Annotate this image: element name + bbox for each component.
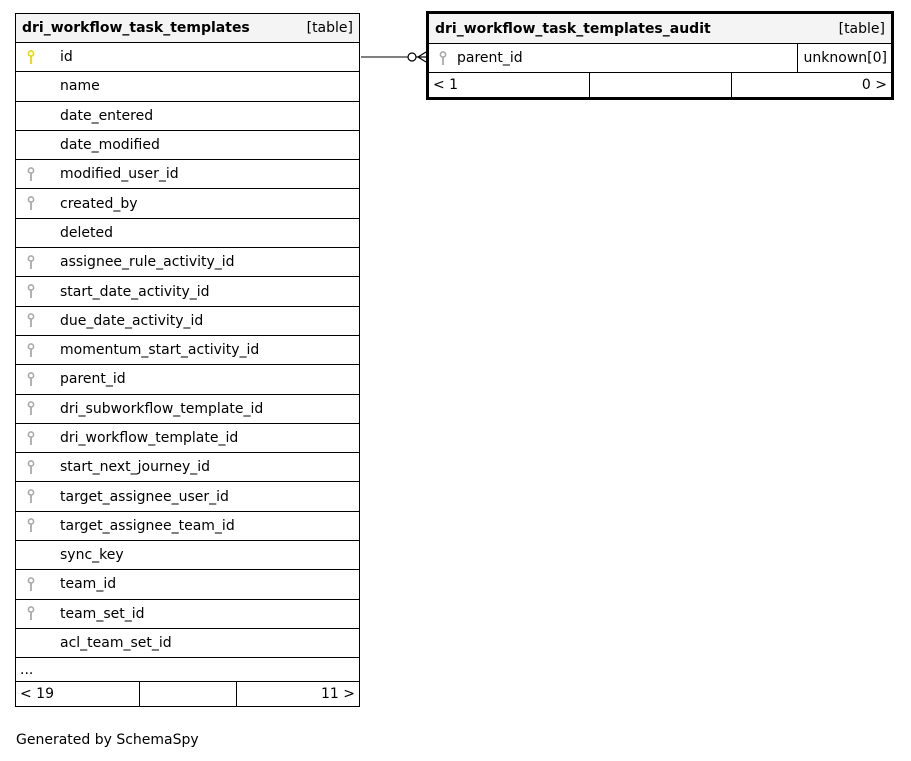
column-name: date_entered — [60, 107, 154, 124]
generated-by-label: Generated by SchemaSpy — [16, 732, 199, 748]
column-name: modified_user_id — [60, 166, 179, 183]
column-name: assignee_rule_activity_id — [60, 254, 235, 271]
column-name: parent_id — [457, 50, 523, 66]
column-name: momentum_start_activity_id — [60, 342, 260, 359]
table-title[interactable]: dri_workflow_task_templates — [22, 20, 250, 36]
column-name: team_id — [60, 576, 117, 593]
column-type: unknown[0] — [797, 44, 891, 72]
column-name: start_next_journey_id — [60, 459, 211, 476]
parents-count[interactable]: < 1 — [429, 73, 590, 97]
column-name: date_modified — [60, 137, 160, 154]
parents-count[interactable]: < 19 — [16, 682, 140, 706]
children-count[interactable]: 0 > — [861, 77, 887, 93]
column-name: id — [60, 49, 73, 66]
children-count[interactable]: 11 > — [321, 686, 355, 703]
table-kind: [table] — [838, 20, 885, 37]
column-name: dri_workflow_template_id — [60, 430, 239, 446]
column-name: due_date_activity_id — [60, 312, 204, 329]
table-title[interactable]: dri_workflow_task_templates_audit — [435, 20, 711, 37]
column-name: target_assignee_team_id — [60, 517, 235, 534]
column-name: dri_subworkflow_template_id — [60, 400, 264, 417]
zero-cardinality-marker — [408, 53, 416, 61]
crow-foot-marker — [416, 52, 426, 62]
column-name: team_set_id — [60, 605, 145, 622]
table-kind: [table] — [306, 20, 353, 36]
column-name: deleted — [60, 224, 113, 241]
column-name: target_assignee_user_id — [60, 488, 229, 505]
column-name: name — [60, 78, 100, 95]
column-name: parent_id — [60, 371, 126, 388]
column-name: acl_team_set_id — [60, 635, 172, 652]
column-name: created_by — [60, 195, 138, 212]
column-name: start_date_activity_id — [60, 283, 210, 300]
more-columns: ... — [16, 658, 359, 682]
column-name: sync_key — [60, 547, 124, 564]
